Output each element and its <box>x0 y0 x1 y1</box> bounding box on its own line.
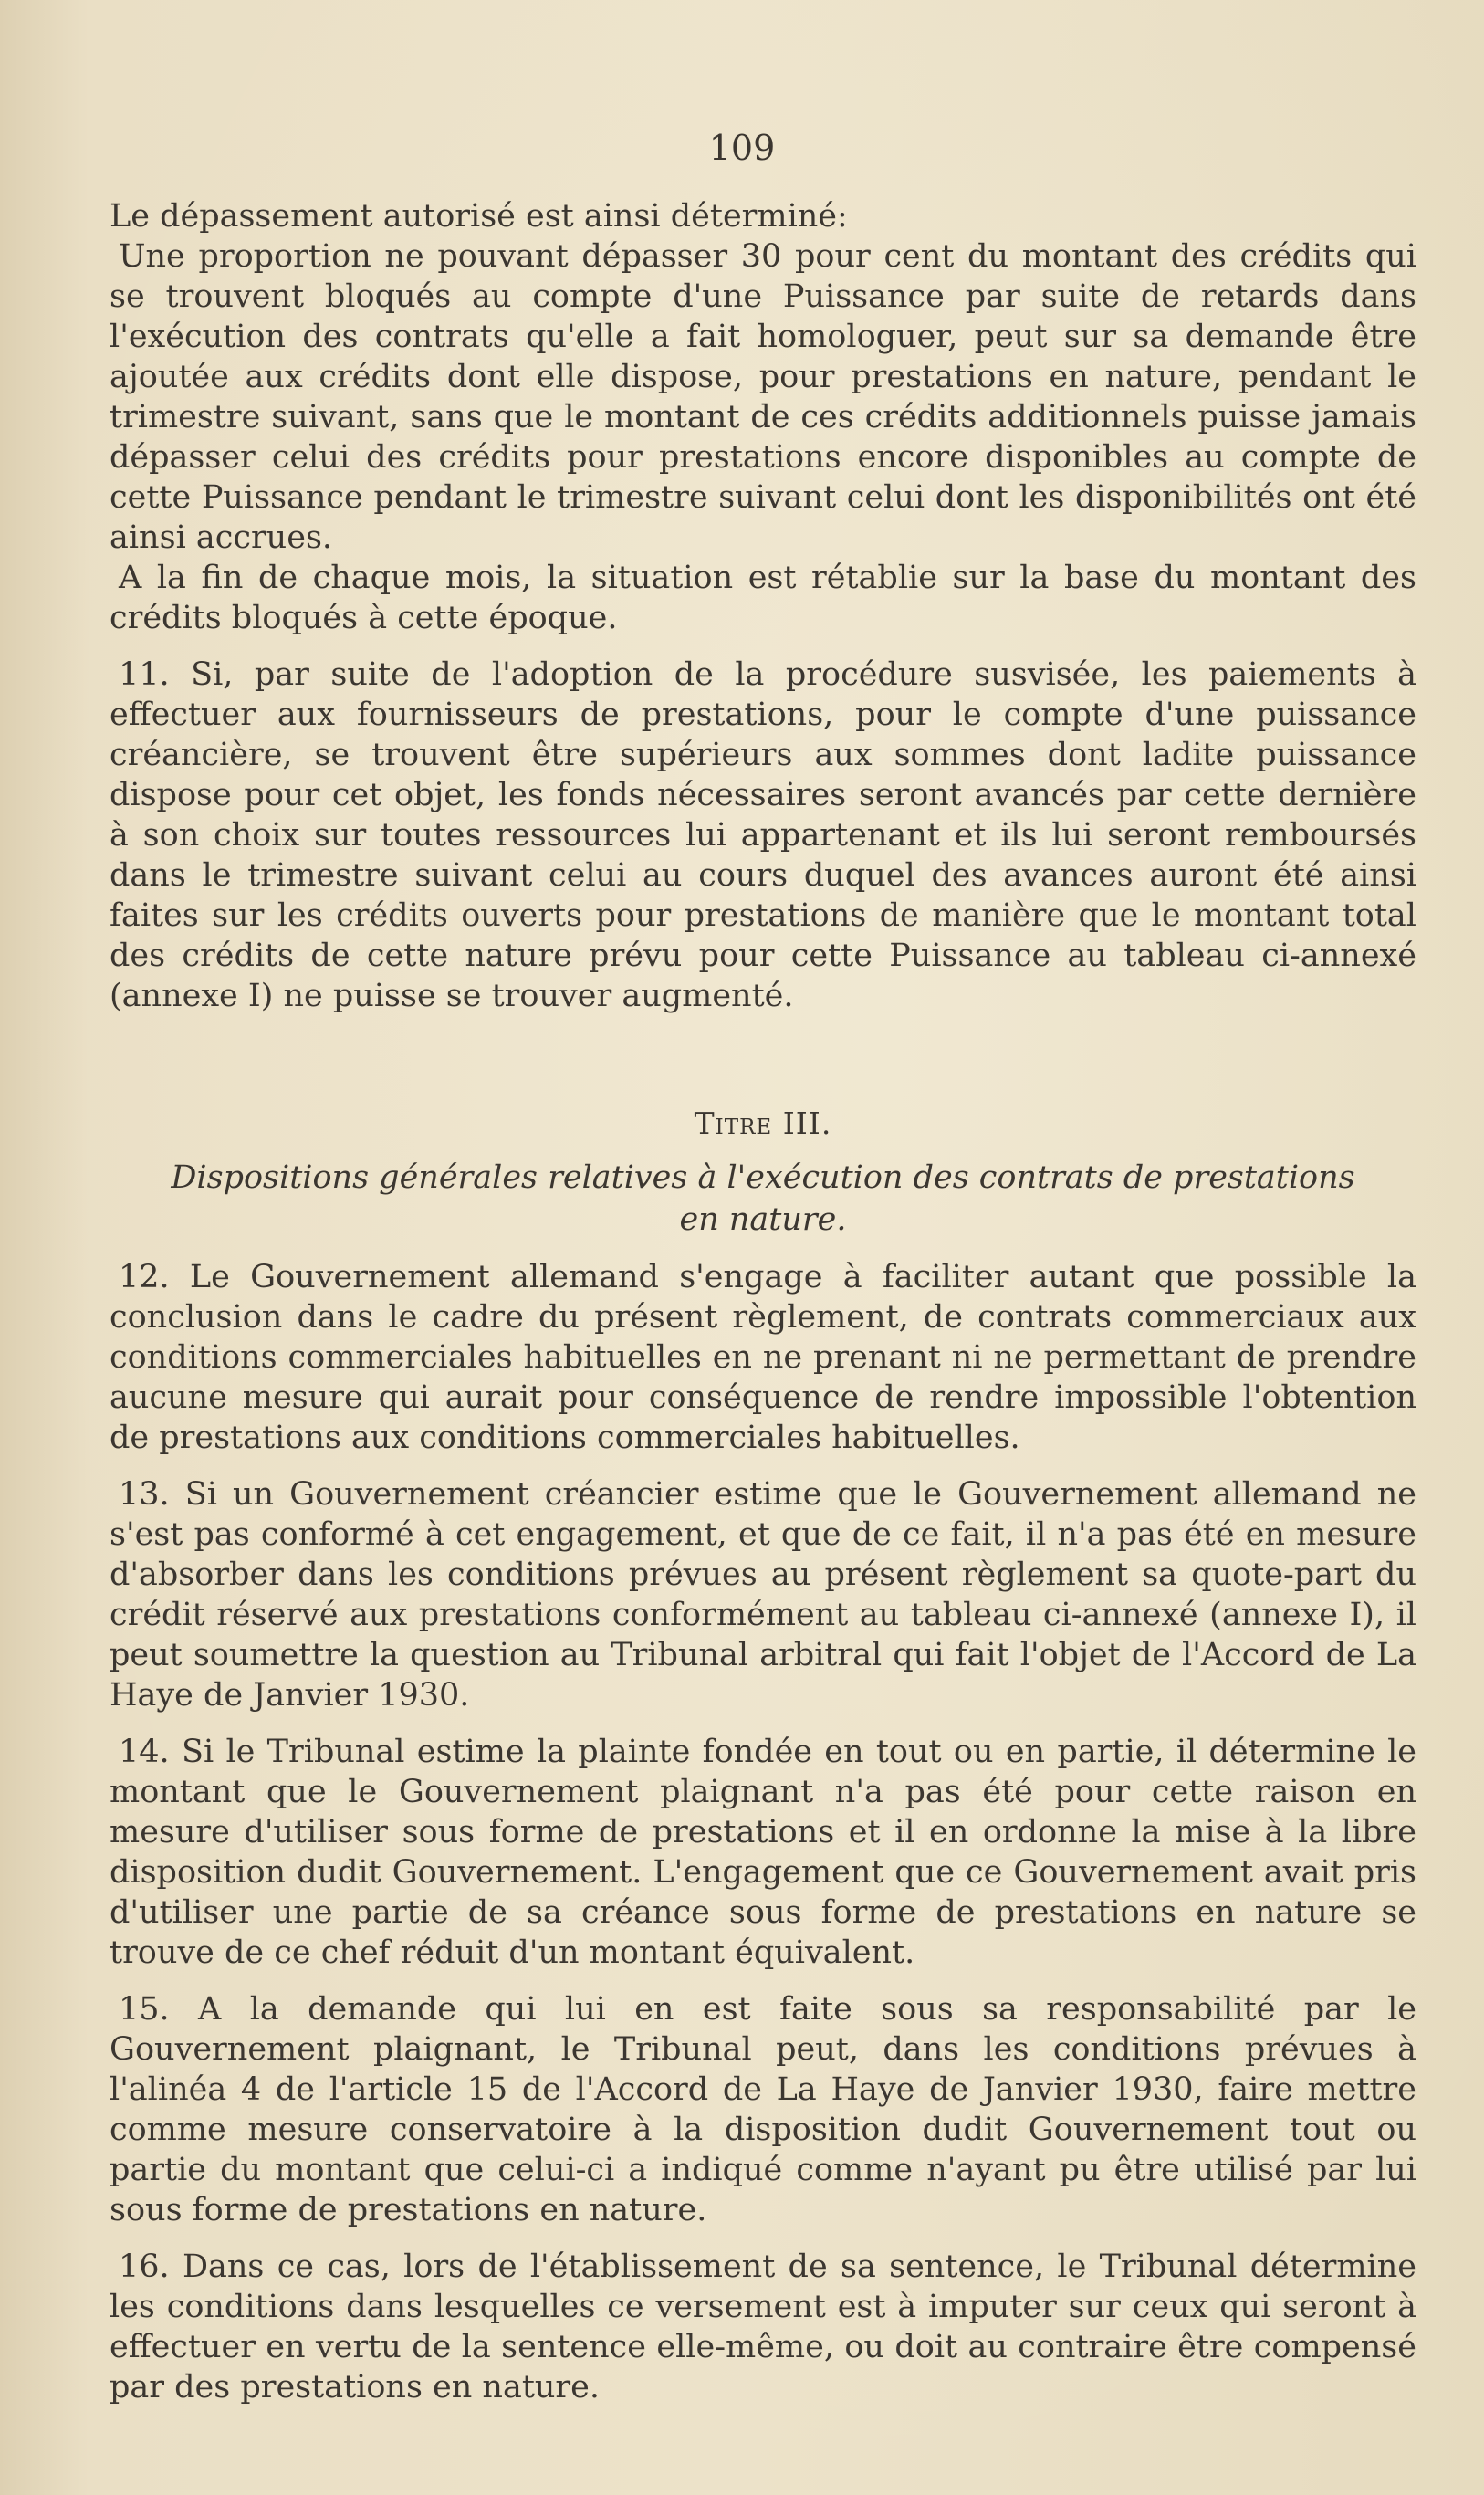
section-title: Titre III. <box>694 1106 832 1141</box>
paragraph-intro: Le dépassement autorisé est ainsi déterminé: <box>110 198 848 235</box>
paragraph-month-end: A la fin de chaque mois, la situation est rétablie sur la base du montant des crédits bloqués à cette époque. <box>110 560 1416 636</box>
article-14: 14. Si le Tribunal estime la plainte fondée en tout ou en partie, il détermine le montant que le Gouvernement plaignant n'a pas été pour cette raison en mesure d'utiliser sous forme de prestations et il en ordonne la mise à la libre disposition dudit Gouvernement. L'engagement que ce Gouvernement avait pris d'utiliser une partie de sa créance sous forme de prestations en nature se trouve de ce chef réduit d'un montant équivalent. <box>110 1734 1416 1971</box>
document-body <box>110 196 1416 2407</box>
section-subtitle-line-2: en nature. <box>679 1201 847 1238</box>
section-subtitle <box>110 1157 1416 1241</box>
article-12: 12. Le Gouvernement allemand s'engage à faciliter autant que possible la conclusion dans le cadre du présent règlement, de contrats commerciaux aux conditions commerciales habituelles en ne prenant ni ne permettant de prendre aucune mesure qui aurait pour conséquence de rendre impossible l'obtention de prestations aux conditions commerciales habituelles. <box>110 1259 1416 1456</box>
article-15: 15. A la demande qui lui en est faite sous sa responsabilité par le Gouvernement plaignant, le Tribunal peut, dans les conditions prévues à l'alinéa 4 de l'article 15 de l'Accord de La Haye de Janvier 1930, faire mettre comme mesure conservatoire à la disposition dudit Gouvernement tout ou partie du montant que celui-ci a indiqué comme n'ayant pu être utilisé par lui sous forme de prestations en nature. <box>110 1991 1416 2228</box>
article-11: 11. Si, par suite de l'adoption de la procédure susvisée, les paiements à effectuer aux fournisseurs de prestations, pour le compte d'une puissance créancière, se trouvent être supérieurs aux sommes dont ladite puissance dispose pour cet objet, les fonds nécessaires seront avancés par cette dernière à son choix sur toutes ressources lui appartenant et ils lui seront remboursés dans le trimestre suivant celui au cours duquel des avances auront été ainsi faites sur les crédits ouverts pour prestations de manière que le montant total des crédits de cette nature prévu pour cette Puissance au tableau ci-annexé (annexe I) ne puisse se trouver augmenté. <box>110 656 1416 1014</box>
article-16: 16. Dans ce cas, lors de l'établissement de sa sentence, le Tribunal détermine les conditions dans lesquelles ce versement est à imputer sur ceux qui seront à effectuer en vertu de la sentence elle-même, ou doit au contraire être compensé par des prestations en nature. <box>110 2249 1416 2406</box>
paragraph-proportion: Une proportion ne pouvant dépasser 30 pour cent du montant des crédits qui se trouvent bloqués au compte d'une Puissance par suite de retards dans l'exécution des contrats qu'elle a fait homologuer, peut sur sa demande être ajoutée aux crédits dont elle dispose, pour prestations en nature, pendant le trimestre suivant, sans que le montant de ces crédits additionnels puisse jamais dépasser celui des crédits pour prestations encore disponibles au compte de cette Puissance pendant le trimestre suivant celui dont les disponibilités ont été ainsi accrues. <box>110 238 1416 556</box>
page-number: 109 <box>708 128 776 168</box>
section-subtitle-line-1: Dispositions générales relatives à l'exécution des contrats de prestations <box>171 1159 1355 1196</box>
article-13: 13. Si un Gouvernement créancier estime que le Gouvernement allemand ne s'est pas conformé à cet engagement, et que de ce fait, il n'a pas été en mesure d'absorber dans les conditions prévues au présent règlement sa quote-part du crédit réservé aux prestations conformément au tableau ci-annexé (annexe I), il peut soumettre la question au Tribunal arbitral qui fait l'objet de l'Accord de La Haye de Janvier 1930. <box>110 1476 1416 1714</box>
